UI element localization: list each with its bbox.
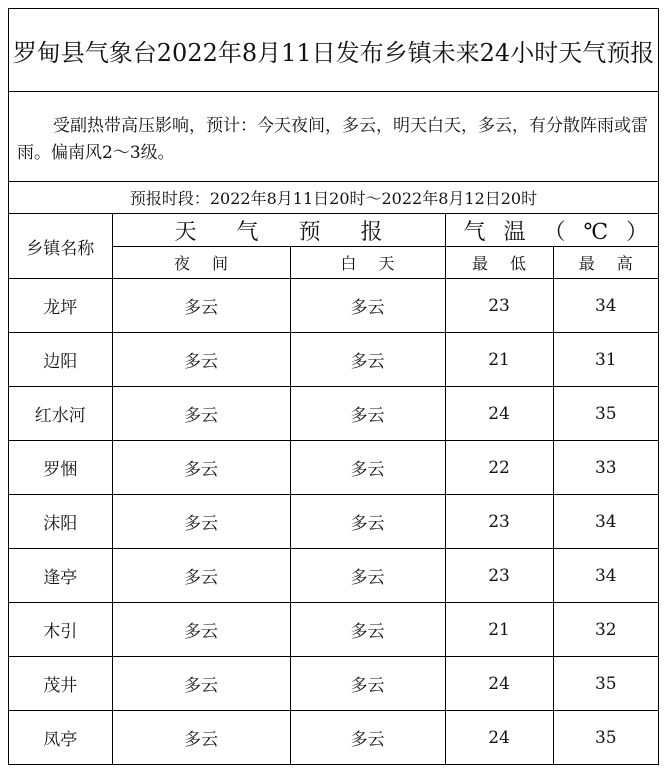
night-cell: 多云 <box>112 495 290 549</box>
town-cell: 龙坪 <box>9 279 112 333</box>
low-cell: 23 <box>445 549 553 603</box>
table-row <box>9 279 658 333</box>
forecast-table <box>9 214 667 764</box>
page-title: 罗甸县气象台2022年8月11日发布乡镇未来24小时天气预报 <box>9 9 658 92</box>
day-cell: 多云 <box>290 279 445 333</box>
table-row <box>9 711 658 765</box>
town-cell: 沫阳 <box>9 495 112 549</box>
town-cell: 逢亭 <box>9 549 112 603</box>
low-cell: 23 <box>445 279 553 333</box>
low-cell: 24 <box>445 387 553 441</box>
low-cell: 21 <box>445 603 553 657</box>
low-cell: 21 <box>445 333 553 387</box>
town-cell: 边阳 <box>9 333 112 387</box>
forecast-period: 预报时段：2022年8月11日20时～2022年8月12日20时 <box>9 182 658 214</box>
table-row <box>9 603 658 657</box>
high-cell: 34 <box>553 279 658 333</box>
night-cell: 多云 <box>112 657 290 711</box>
table-row <box>9 333 658 387</box>
town-cell: 茂井 <box>9 657 112 711</box>
night-cell: 多云 <box>112 333 290 387</box>
header-forecast: 天气预报 <box>112 214 445 247</box>
header-high: 最高 <box>553 247 658 279</box>
high-cell: 32 <box>553 603 658 657</box>
low-cell: 22 <box>445 441 553 495</box>
forecast-document <box>8 8 667 765</box>
table-row <box>9 387 658 441</box>
high-cell: 35 <box>553 387 658 441</box>
night-cell: 多云 <box>112 441 290 495</box>
town-cell: 凤亭 <box>9 711 112 765</box>
town-cell: 红水河 <box>9 387 112 441</box>
high-cell: 34 <box>553 495 658 549</box>
night-cell: 多云 <box>112 549 290 603</box>
town-cell: 罗悃 <box>9 441 112 495</box>
low-cell: 23 <box>445 495 553 549</box>
high-cell: 35 <box>553 711 658 765</box>
day-cell: 多云 <box>290 603 445 657</box>
forecast-summary: 受副热带高压影响，预计：今天夜间，多云，明天白天，多云，有分散阵雨或雷雨。偏南风2～3级。 <box>9 92 658 182</box>
header-low: 最低 <box>445 247 553 279</box>
header-day: 白天 <box>290 247 445 279</box>
low-cell: 24 <box>445 657 553 711</box>
night-cell: 多云 <box>112 279 290 333</box>
day-cell: 多云 <box>290 495 445 549</box>
day-cell: 多云 <box>290 387 445 441</box>
night-cell: 多云 <box>112 711 290 765</box>
night-cell: 多云 <box>112 387 290 441</box>
low-cell: 24 <box>445 711 553 765</box>
table-row <box>9 549 658 603</box>
day-cell: 多云 <box>290 711 445 765</box>
header-town: 乡镇名称 <box>9 214 112 279</box>
high-cell: 31 <box>553 333 658 387</box>
high-cell: 35 <box>553 657 658 711</box>
day-cell: 多云 <box>290 441 445 495</box>
high-cell: 34 <box>553 549 658 603</box>
day-cell: 多云 <box>290 333 445 387</box>
night-cell: 多云 <box>112 603 290 657</box>
town-cell: 木引 <box>9 603 112 657</box>
table-row <box>9 441 658 495</box>
header-night: 夜间 <box>112 247 290 279</box>
table-row <box>9 657 658 711</box>
high-cell: 33 <box>553 441 658 495</box>
day-cell: 多云 <box>290 657 445 711</box>
table-row <box>9 495 658 549</box>
header-temperature: 气温（℃） <box>445 214 658 247</box>
day-cell: 多云 <box>290 549 445 603</box>
